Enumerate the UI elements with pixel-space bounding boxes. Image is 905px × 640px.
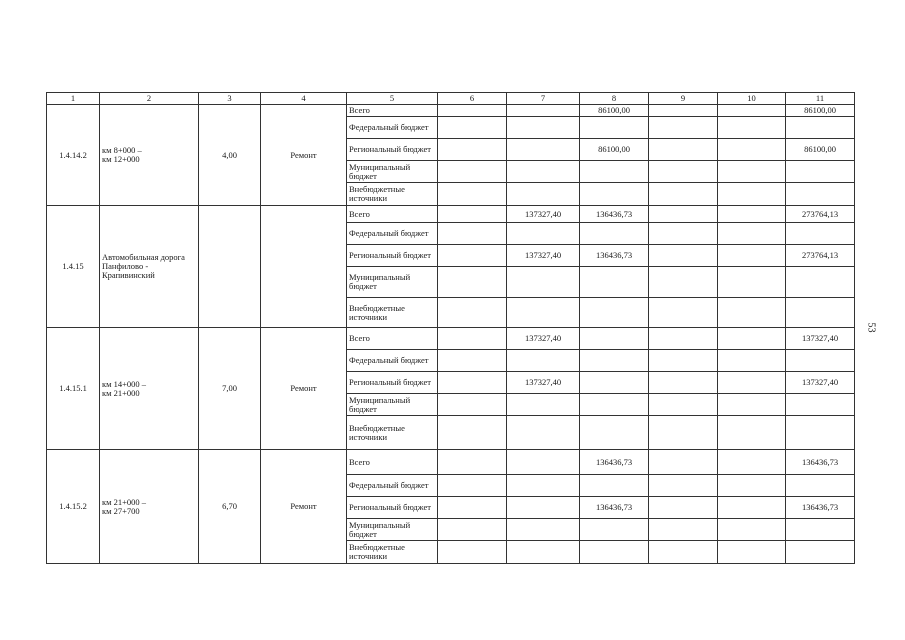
funding-source: Муниципальный бюджет [347, 161, 438, 183]
value-cell-6 [438, 161, 507, 183]
row-code: 1.4.15.1 [47, 328, 100, 450]
column-header-11: 11 [786, 93, 855, 105]
value-cell-7 [507, 475, 580, 497]
value-cell-9 [649, 223, 718, 245]
value-cell-8: 136436,73 [580, 497, 649, 519]
value-cell-11 [786, 161, 855, 183]
page-number: 53 [865, 322, 877, 333]
value-cell-9 [649, 372, 718, 394]
header-row [47, 93, 855, 105]
row-code: 1.4.14.2 [47, 105, 100, 206]
funding-source: Региональный бюджет [347, 372, 438, 394]
value-cell-11 [786, 541, 855, 564]
value-cell-8: 136436,73 [580, 450, 649, 475]
value-cell-9 [649, 519, 718, 541]
value-cell-9 [649, 139, 718, 161]
column-header-9: 9 [649, 93, 718, 105]
length-km [199, 206, 261, 328]
column-header-3: 3 [199, 93, 261, 105]
value-cell-10 [718, 117, 786, 139]
work-type [261, 206, 347, 328]
value-cell-9 [649, 161, 718, 183]
table-body [47, 105, 855, 564]
funding-source: Всего [347, 206, 438, 223]
length-km: 6,70 [199, 450, 261, 564]
value-cell-11: 273764,13 [786, 245, 855, 267]
value-cell-11 [786, 298, 855, 328]
value-cell-9 [649, 394, 718, 416]
value-cell-6 [438, 450, 507, 475]
object-name: км 8+000 – км 12+000 [100, 105, 199, 206]
value-cell-11: 137327,40 [786, 372, 855, 394]
value-cell-7 [507, 267, 580, 298]
value-cell-10 [718, 350, 786, 372]
work-type: Ремонт [261, 328, 347, 450]
length-km: 4,00 [199, 105, 261, 206]
value-cell-10 [718, 223, 786, 245]
value-cell-9 [649, 105, 718, 117]
value-cell-7 [507, 117, 580, 139]
value-cell-6 [438, 139, 507, 161]
value-cell-11 [786, 267, 855, 298]
value-cell-8 [580, 350, 649, 372]
value-cell-9 [649, 183, 718, 206]
value-cell-9 [649, 245, 718, 267]
funding-source: Всего [347, 450, 438, 475]
table-row [47, 450, 855, 475]
value-cell-10 [718, 394, 786, 416]
value-cell-11 [786, 183, 855, 206]
object-name: Автомобильная дорога Панфилово - Крапивинский [100, 206, 199, 328]
value-cell-8 [580, 298, 649, 328]
value-cell-10 [718, 267, 786, 298]
value-cell-8 [580, 394, 649, 416]
value-cell-9 [649, 416, 718, 450]
value-cell-6 [438, 372, 507, 394]
value-cell-10 [718, 139, 786, 161]
value-cell-8 [580, 223, 649, 245]
value-cell-9 [649, 328, 718, 350]
value-cell-8: 136436,73 [580, 245, 649, 267]
value-cell-8: 86100,00 [580, 139, 649, 161]
value-cell-6 [438, 206, 507, 223]
value-cell-9 [649, 475, 718, 497]
funding-source: Всего [347, 328, 438, 350]
funding-source: Муниципальный бюджет [347, 267, 438, 298]
funding-source: Внебюджетные источники [347, 416, 438, 450]
value-cell-11 [786, 475, 855, 497]
value-cell-6 [438, 541, 507, 564]
value-cell-8 [580, 416, 649, 450]
funding-source: Внебюджетные источники [347, 298, 438, 328]
value-cell-7 [507, 450, 580, 475]
value-cell-11 [786, 350, 855, 372]
column-header-7: 7 [507, 93, 580, 105]
table-row [47, 328, 855, 350]
table-row [47, 105, 855, 117]
value-cell-6 [438, 475, 507, 497]
value-cell-7 [507, 105, 580, 117]
value-cell-7 [507, 541, 580, 564]
value-cell-11: 86100,00 [786, 105, 855, 117]
value-cell-9 [649, 298, 718, 328]
value-cell-9 [649, 117, 718, 139]
value-cell-7 [507, 416, 580, 450]
column-header-6: 6 [438, 93, 507, 105]
value-cell-10 [718, 328, 786, 350]
value-cell-7 [507, 223, 580, 245]
funding-source: Муниципальный бюджет [347, 519, 438, 541]
value-cell-7: 137327,40 [507, 328, 580, 350]
funding-source: Региональный бюджет [347, 139, 438, 161]
funding-source: Федеральный бюджет [347, 117, 438, 139]
value-cell-10 [718, 245, 786, 267]
value-cell-10 [718, 206, 786, 223]
value-cell-8 [580, 541, 649, 564]
column-header-5: 5 [347, 93, 438, 105]
value-cell-6 [438, 298, 507, 328]
value-cell-11 [786, 223, 855, 245]
value-cell-10 [718, 183, 786, 206]
funding-source: Федеральный бюджет [347, 475, 438, 497]
value-cell-6 [438, 183, 507, 206]
table-row [47, 206, 855, 223]
value-cell-8 [580, 519, 649, 541]
value-cell-6 [438, 519, 507, 541]
value-cell-11: 137327,40 [786, 328, 855, 350]
funding-source: Федеральный бюджет [347, 350, 438, 372]
column-header-1: 1 [47, 93, 100, 105]
value-cell-6 [438, 223, 507, 245]
value-cell-11 [786, 416, 855, 450]
value-cell-7: 137327,40 [507, 206, 580, 223]
value-cell-6 [438, 497, 507, 519]
funding-source: Внебюджетные источники [347, 541, 438, 564]
value-cell-11: 136436,73 [786, 450, 855, 475]
column-header-2: 2 [100, 93, 199, 105]
value-cell-9 [649, 450, 718, 475]
value-cell-10 [718, 161, 786, 183]
value-cell-8 [580, 183, 649, 206]
value-cell-6 [438, 105, 507, 117]
column-header-4: 4 [261, 93, 347, 105]
value-cell-8: 86100,00 [580, 105, 649, 117]
value-cell-6 [438, 267, 507, 298]
value-cell-6 [438, 245, 507, 267]
value-cell-11 [786, 394, 855, 416]
value-cell-8 [580, 161, 649, 183]
value-cell-8: 136436,73 [580, 206, 649, 223]
value-cell-9 [649, 350, 718, 372]
value-cell-9 [649, 267, 718, 298]
value-cell-7 [507, 298, 580, 328]
funding-source: Внебюджетные источники [347, 183, 438, 206]
value-cell-10 [718, 497, 786, 519]
funding-source: Муниципальный бюджет [347, 394, 438, 416]
value-cell-8 [580, 267, 649, 298]
value-cell-7 [507, 350, 580, 372]
object-name: км 14+000 – км 21+000 [100, 328, 199, 450]
budget-table [46, 92, 855, 564]
column-header-8: 8 [580, 93, 649, 105]
length-km: 7,00 [199, 328, 261, 450]
value-cell-7 [507, 161, 580, 183]
value-cell-7 [507, 497, 580, 519]
value-cell-11: 273764,13 [786, 206, 855, 223]
value-cell-8 [580, 372, 649, 394]
value-cell-11 [786, 519, 855, 541]
value-cell-7 [507, 183, 580, 206]
value-cell-9 [649, 206, 718, 223]
value-cell-10 [718, 519, 786, 541]
value-cell-7 [507, 139, 580, 161]
work-type: Ремонт [261, 450, 347, 564]
row-code: 1.4.15.2 [47, 450, 100, 564]
value-cell-7 [507, 519, 580, 541]
column-header-10: 10 [718, 93, 786, 105]
value-cell-8 [580, 328, 649, 350]
value-cell-8 [580, 117, 649, 139]
value-cell-7 [507, 394, 580, 416]
value-cell-9 [649, 497, 718, 519]
row-code: 1.4.15 [47, 206, 100, 328]
funding-source: Региональный бюджет [347, 245, 438, 267]
funding-source: Региональный бюджет [347, 497, 438, 519]
object-name: км 21+000 – км 27+700 [100, 450, 199, 564]
value-cell-10 [718, 475, 786, 497]
value-cell-10 [718, 450, 786, 475]
work-type: Ремонт [261, 105, 347, 206]
value-cell-10 [718, 416, 786, 450]
value-cell-8 [580, 475, 649, 497]
value-cell-10 [718, 541, 786, 564]
funding-source: Всего [347, 105, 438, 117]
value-cell-10 [718, 372, 786, 394]
value-cell-11: 86100,00 [786, 139, 855, 161]
value-cell-9 [649, 541, 718, 564]
funding-source: Федеральный бюджет [347, 223, 438, 245]
value-cell-6 [438, 394, 507, 416]
value-cell-6 [438, 117, 507, 139]
value-cell-6 [438, 328, 507, 350]
value-cell-11: 136436,73 [786, 497, 855, 519]
value-cell-7: 137327,40 [507, 372, 580, 394]
value-cell-10 [718, 298, 786, 328]
value-cell-11 [786, 117, 855, 139]
value-cell-7: 137327,40 [507, 245, 580, 267]
value-cell-10 [718, 105, 786, 117]
value-cell-6 [438, 416, 507, 450]
value-cell-6 [438, 350, 507, 372]
